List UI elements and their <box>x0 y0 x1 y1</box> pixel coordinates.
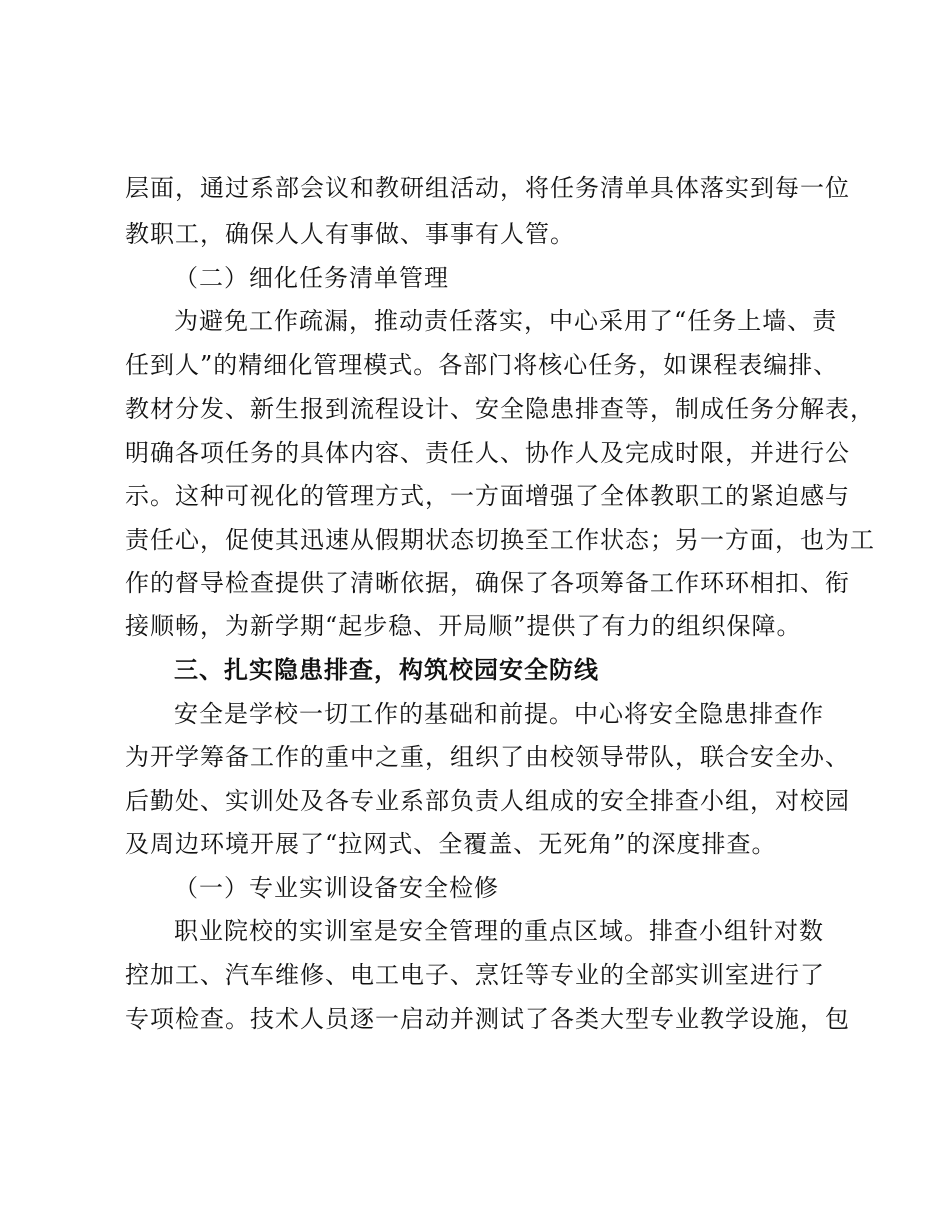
paragraph-line: 任到人”的精细化管理模式。各部门将核心任务，如课程表编排、 <box>125 351 839 379</box>
paragraph-line: 专项检查。技术人员逐一启动并测试了各类大型专业教学设施，包 <box>125 1005 850 1033</box>
paragraph-line: 为避免工作疏漏，推动责任落实，中心采用了“任务上墙、责 <box>174 307 838 335</box>
paragraph-line: 控加工、汽车维修、电工电子、烹饪等专业的全部实训室进行了 <box>125 961 825 989</box>
paragraph-line: 明确各项任务的具体内容、责任人、协作人及完成时限，并进行公 <box>125 439 850 467</box>
section-heading: 三、扎实隐患排查，构筑校园安全防线 <box>174 656 599 684</box>
paragraph-line: 职业院校的实训室是安全管理的重点区域。排查小组针对数 <box>174 917 824 945</box>
paragraph-line: 接顺畅，为新学期“起步稳、开局顺”提供了有力的组织保障。 <box>125 612 802 640</box>
paragraph-line: 教材分发、新生报到流程设计、安全隐患排查等，制成任务分解表， <box>125 395 875 423</box>
subsection-heading: （二）细化任务清单管理 <box>174 264 449 292</box>
paragraph-line: 责任心，促使其迅速从假期状态切换至工作状态；另一方面，也为工 <box>125 526 875 554</box>
paragraph-line: 作的督导检查提供了清晰依据，确保了各项筹备工作环环相扣、衔 <box>125 569 850 597</box>
paragraph-line: 安全是学校一切工作的基础和前提。中心将安全隐患排查作 <box>174 700 824 728</box>
paragraph-line: 为开学筹备工作的重中之重，组织了由校领导带队，联合安全办、 <box>125 743 850 771</box>
paragraph-line: 教职工，确保人人有事做、事事有人管。 <box>125 220 575 248</box>
paragraph-line: 后勤处、实训处及各专业系部负责人组成的安全排查小组，对校园 <box>125 787 850 815</box>
subsection-heading: （一）专业实训设备安全检修 <box>174 874 499 902</box>
paragraph-line: 层面，通过系部会议和教研组活动，将任务清单具体落实到每一位 <box>125 174 850 202</box>
paragraph-line: 及周边环境开展了“拉网式、全覆盖、无死角”的深度排查。 <box>125 830 777 858</box>
paragraph-line: 示。这种可视化的管理方式，一方面增强了全体教职工的紧迫感与 <box>125 482 850 510</box>
